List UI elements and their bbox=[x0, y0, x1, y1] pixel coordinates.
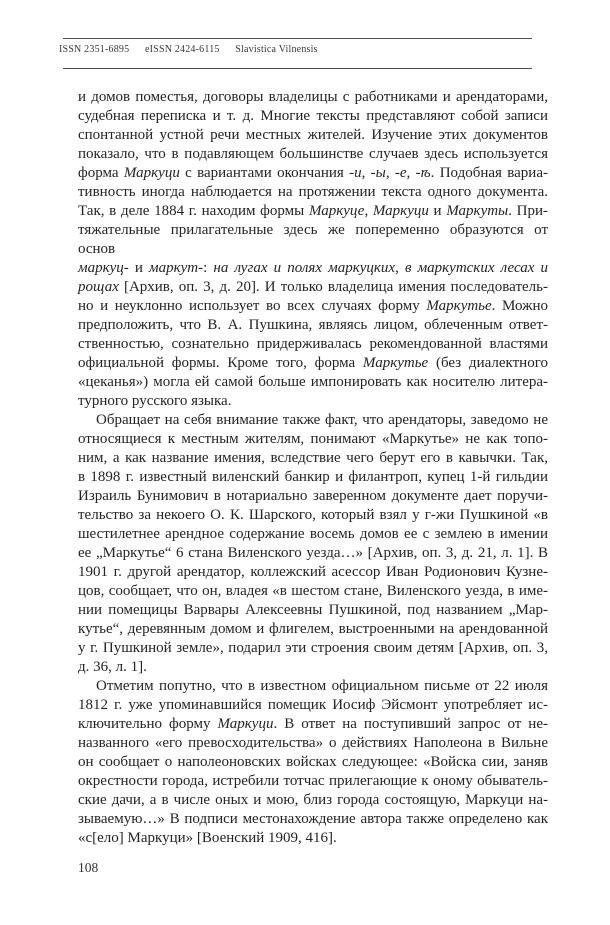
text-line bbox=[78, 563, 548, 582]
italic-text-segment: Маркутье bbox=[426, 298, 492, 314]
text-segment: турного русского языка. bbox=[78, 393, 232, 409]
text-line bbox=[78, 335, 548, 354]
text-segment: . В ответ на поступивший запрос от не- bbox=[273, 716, 548, 732]
text-line bbox=[78, 373, 548, 392]
text-segment: «с[ело] Маркуци» [Военский 1909, 416]. bbox=[78, 830, 337, 846]
paragraph bbox=[78, 88, 548, 411]
text-line bbox=[78, 734, 548, 753]
text-line bbox=[78, 506, 548, 525]
header-rule-top bbox=[63, 38, 532, 39]
text-segment: ские дачи, а в числе оных и мою, близ города состоящую, Маркуци на- bbox=[78, 792, 548, 808]
text-segment: 1901 г. другой арендатор, коллежский асессор Иван Родионович Кузне- bbox=[78, 564, 548, 580]
text-segment: показало, что в подавляющем большинстве случаев здесь используется bbox=[78, 146, 548, 162]
text-line bbox=[78, 753, 548, 772]
text-segment: Отметим попутно, что в известном официальном письме от 22 июля bbox=[96, 678, 548, 694]
text-line bbox=[78, 164, 548, 183]
text-line bbox=[78, 677, 548, 696]
text-segment: в 1898 г. известный виленский банкир и филантроп, купец 1-й гильдии bbox=[78, 469, 548, 485]
italic-text-segment: рощах bbox=[78, 279, 119, 295]
text-line bbox=[78, 411, 548, 430]
text-segment: Израиль Бунимович в нотариально заверенном документе дает поручи- bbox=[78, 488, 548, 504]
text-segment: нии помещицы Варвары Алексеевны Пушкиной, под названием „Мар- bbox=[78, 602, 548, 618]
text-segment: шестилетнее арендное содержание восемь домов ее с землею в имении bbox=[78, 526, 548, 542]
text-line bbox=[78, 544, 548, 563]
text-segment: и bbox=[128, 260, 150, 276]
text-segment: : bbox=[203, 260, 214, 276]
text-line bbox=[78, 221, 548, 259]
text-segment: «цеканья») могла ей самой больше импонировать как носителю литера- bbox=[78, 374, 548, 390]
text-line bbox=[78, 354, 548, 373]
italic-text-segment: Маркуце bbox=[308, 203, 365, 219]
text-segment: [Архив, оп. 3, д. 20]. И только владелица имения последователь- bbox=[118, 279, 548, 295]
text-segment: ключительно форму bbox=[78, 716, 218, 732]
text-line bbox=[78, 88, 548, 107]
text-line bbox=[78, 620, 548, 639]
text-line bbox=[78, 601, 548, 620]
text-line bbox=[78, 715, 548, 734]
text-segment: он сообщает о наполеоновских войсках следующее: «Войска сии, заняв bbox=[78, 754, 548, 770]
italic-text-segment: маркуц- bbox=[78, 260, 129, 276]
text-line bbox=[78, 278, 548, 297]
text-line bbox=[78, 468, 548, 487]
page-number: 108 bbox=[78, 860, 99, 875]
body-text bbox=[78, 88, 548, 848]
text-line bbox=[78, 639, 548, 658]
header-rule-bottom bbox=[63, 68, 532, 69]
text-segment: (без диалектного bbox=[428, 355, 548, 371]
italic-text-segment: Маркутье bbox=[362, 355, 429, 371]
text-line bbox=[78, 202, 548, 221]
text-line bbox=[78, 392, 548, 411]
text-segment: кутье“, деревянным домом и флигелем, выстроенными на арендованной bbox=[78, 621, 548, 637]
text-line bbox=[78, 829, 548, 848]
italic-text-segment: Маркуци bbox=[217, 716, 274, 732]
italic-text-segment: на лугах и полях маркуцких bbox=[213, 260, 396, 276]
text-segment: тивность иногда наблюдается на протяжении текста одного документа. bbox=[78, 184, 548, 200]
text-segment: . Подобная вариа- bbox=[430, 165, 548, 181]
text-segment: ее „Маркутье“ 6 стана Виленского уезда…» [Архив, оп. 3, д. 21, л. 1]. В bbox=[78, 545, 548, 561]
text-line bbox=[78, 791, 548, 810]
text-segment: с вариантами окончания bbox=[179, 165, 350, 181]
text-segment: названного «его превосходительства» о действиях Наполеона в Вильне bbox=[78, 735, 548, 751]
italic-text-segment: Маркуци bbox=[123, 165, 180, 181]
text-segment: , bbox=[364, 203, 373, 219]
text-segment: 1812 г. уже упоминавшийся помещик Иосиф Эйсмонт употребляет ис- bbox=[78, 697, 548, 713]
text-line bbox=[78, 696, 548, 715]
text-segment: тельство за некоего О. К. Шарского, который взял у г-жи Пушкиной «в bbox=[78, 507, 548, 523]
text-segment: тяжательные прилагательные здесь же попеременно образуются от основ bbox=[78, 222, 548, 257]
text-segment: цов, сообщает, что он, владея «в шестом стане, Виленского уезда, в име- bbox=[78, 583, 548, 599]
text-segment: предположить, что В. А. Пушкина, являясь лицом, облеченным ответ- bbox=[78, 317, 548, 333]
journal-title: Slavistica Vilnensis bbox=[235, 44, 318, 55]
text-line bbox=[78, 810, 548, 829]
text-segment: спонтанной устной речи местных жителей. Изучение этих документов bbox=[78, 127, 548, 143]
text-line bbox=[78, 487, 548, 506]
text-line bbox=[78, 430, 548, 449]
text-segment: но и неуклонно использует во всех случаях форму bbox=[78, 298, 427, 314]
issn-label: ISSN 2351-6895 bbox=[59, 44, 130, 55]
paragraph bbox=[78, 677, 548, 848]
text-line bbox=[78, 658, 548, 677]
text-segment: Так, в деле 1884 г. находим формы bbox=[78, 203, 309, 219]
text-line bbox=[78, 525, 548, 544]
text-segment: д. 36, л. 1]. bbox=[78, 659, 147, 675]
text-segment: и bbox=[428, 203, 447, 219]
text-line bbox=[78, 316, 548, 335]
text-segment: официальной формы. Кроме того, форма bbox=[78, 355, 363, 371]
text-segment: относящиеся к местным жителям, понимают «Маркутье» не как топо- bbox=[78, 431, 548, 447]
text-line bbox=[78, 126, 548, 145]
text-segment: у г. Пушкиной земле», подарил эти строения своим детям [Архив, оп. 3, bbox=[78, 640, 548, 656]
text-line bbox=[78, 297, 548, 316]
text-segment: ним, а как название имения, вследствие чего берут его в кавычки. Так, bbox=[78, 450, 548, 466]
text-segment: ственностью, сознательно придерживалась рекомендованной властями bbox=[78, 336, 548, 352]
eissn-label: eISSN 2424-6115 bbox=[145, 44, 220, 55]
text-segment: и домов поместья, договоры владелицы с работниками и арендаторами, bbox=[78, 89, 548, 105]
italic-text-segment: Маркуты bbox=[446, 203, 509, 219]
text-segment: окрестности города, истребили тотчас прилегающие к оному обыватель- bbox=[78, 773, 548, 789]
text-segment: . Можно bbox=[491, 298, 548, 314]
text-line bbox=[78, 259, 548, 278]
text-line bbox=[78, 145, 548, 164]
italic-text-segment: -и, -ы, -е, -ѣ bbox=[349, 165, 431, 181]
text-line bbox=[78, 183, 548, 202]
paragraph bbox=[78, 411, 548, 677]
italic-text-segment: Маркуци bbox=[372, 203, 429, 219]
text-segment: зываемую…» В подписи местонахождение автора также определено как bbox=[78, 811, 548, 827]
text-segment: . При- bbox=[508, 203, 549, 219]
italic-text-segment: маркут- bbox=[149, 260, 204, 276]
text-segment: , bbox=[395, 260, 405, 276]
italic-text-segment: в маркутских лесах и bbox=[404, 260, 549, 276]
text-line bbox=[78, 772, 548, 791]
text-line bbox=[78, 449, 548, 468]
text-line bbox=[78, 107, 548, 126]
running-header bbox=[59, 43, 318, 57]
text-segment: судебная переписка и т. д. Многие тексты представляют собой записи bbox=[78, 108, 548, 124]
text-segment: Обращает на себя внимание также факт, что арендаторы, заведомо не bbox=[96, 412, 548, 428]
text-line bbox=[78, 582, 548, 601]
text-segment: форма bbox=[78, 165, 124, 181]
